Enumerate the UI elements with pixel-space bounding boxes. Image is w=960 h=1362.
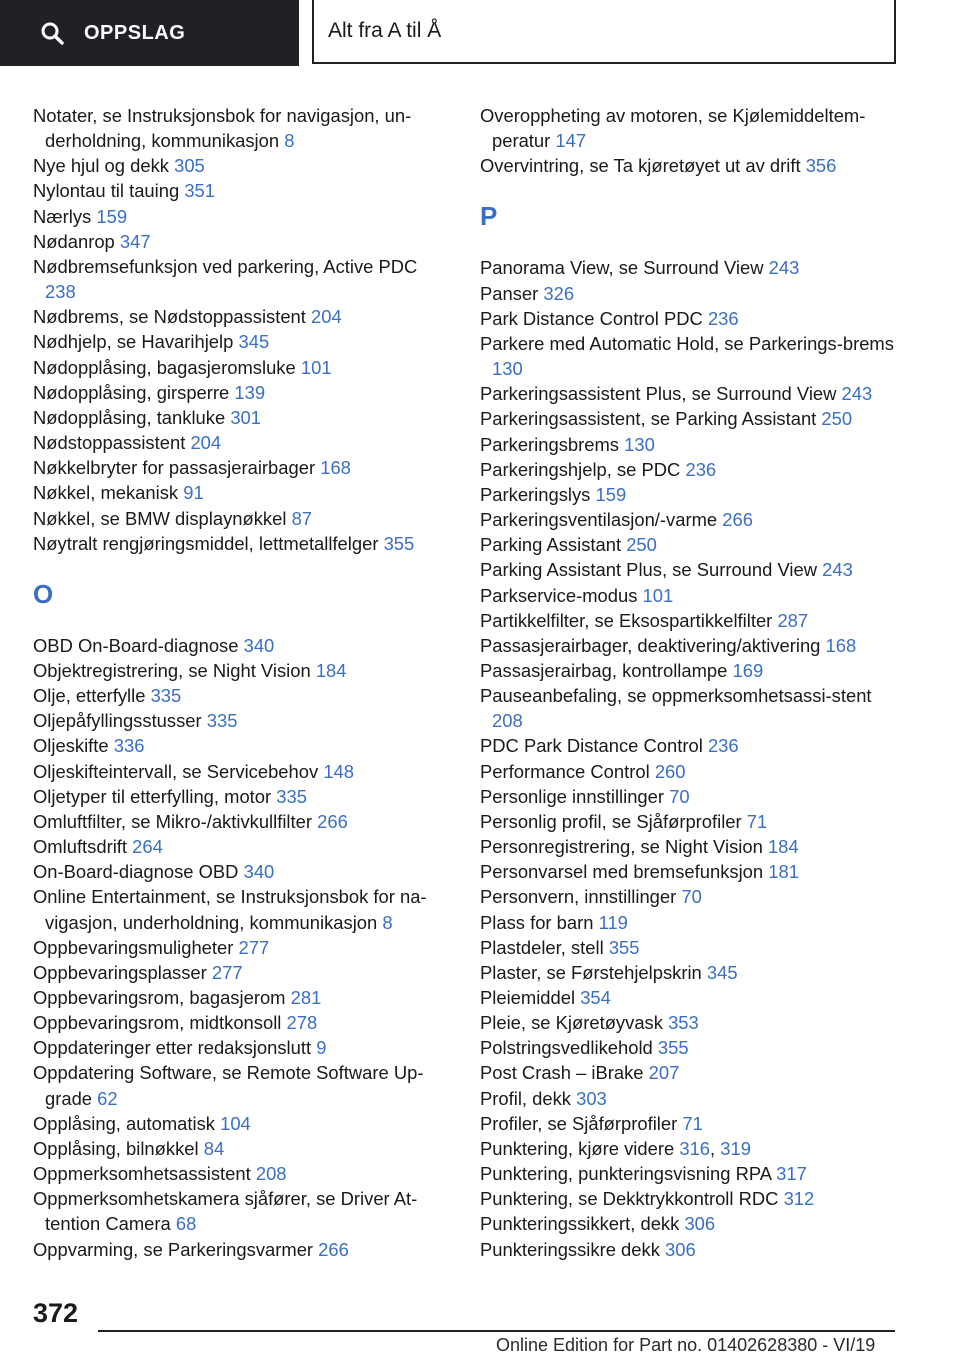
index-entry [33,531,453,556]
page-reference-link[interactable]: 101 [300,356,332,378]
page-reference-link[interactable]: 345 [706,961,738,983]
index-entry [480,733,900,758]
index-entry [480,1086,900,1111]
index-entry [33,985,453,1010]
index-entry-term: Parkeringsassistent, se Parking Assistant [480,408,817,430]
index-entry [480,834,900,859]
search-tab-label: OPPSLAG [84,21,186,44]
page-reference-link[interactable]: 335 [206,710,238,732]
index-entry-term: Partikkelfilter, se Eksospartikkelfilter [480,609,773,631]
index-entry-term: Oljeskifte [33,735,109,757]
index-entry [480,1161,900,1186]
section-title-tab[interactable] [312,0,896,64]
page-reference-link[interactable]: 312 [783,1188,815,1210]
page-number: 372 [33,1298,79,1328]
index-entry-term: Punktering, se Dekktrykkontroll RDC [480,1188,779,1210]
index-entry-term: Overoppheting av motoren, se Kjølemiddeltem-peratur [480,105,866,152]
index-entry-term: Nødstoppassistent [33,432,186,454]
index-entry [33,683,453,708]
page-reference-link[interactable]: 277 [238,936,270,958]
page-reference-link[interactable]: 287 [777,609,809,631]
index-entry [33,355,453,380]
index-column-right [480,103,900,1262]
index-entry-term: Oppbevaringsplasser [33,961,207,983]
index-entry-term: Parkeringsbrems [480,433,619,455]
index-entry [480,683,900,733]
index-entry-term: Opplåsing, automatisk [33,1112,215,1134]
page-reference-link[interactable]: 236 [707,307,739,329]
index-entry-term: OBD On-Board-diagnose [33,634,239,656]
page-reference-link[interactable]: 169 [732,659,764,681]
index-entry [33,960,453,985]
page-reference-link[interactable]: 305 [174,155,205,177]
page-reference-link[interactable]: 319 [720,1137,751,1159]
page-reference-link[interactable]: 355 [383,532,415,554]
index-entry [33,153,453,178]
index-entry [33,834,453,859]
index-entry-term: Oppbevaringsrom, midtkonsoll [33,1012,282,1034]
page-reference-link[interactable]: 184 [315,659,347,681]
index-entry-term: Parkeringshjelp, se PDC [480,458,681,480]
page-reference-link[interactable]: 335 [150,685,182,707]
index-entry [480,306,900,331]
index-entry [33,1010,453,1035]
index-entry [480,633,900,658]
index-entry [33,455,453,480]
page-reference-link[interactable]: 130 [624,433,655,455]
page-reference-link[interactable]: 184 [767,836,799,858]
index-entry-term: Nødanrop [33,230,115,252]
index-entry [33,1035,453,1060]
index-entry [33,430,453,455]
page-reference-link[interactable]: 250 [626,534,657,556]
index-entry-term: Profil, dekk [480,1087,571,1109]
page-reference-link[interactable]: 243 [768,257,800,279]
page-reference-link[interactable]: 260 [654,760,686,782]
index-entry [480,960,900,985]
index-entry [33,708,453,733]
index-entry-term: Oljepåfyllingsstusser [33,710,202,732]
page-reference-link[interactable]: 147 [555,130,587,152]
index-entry-term: Personvern, innstillinger [480,886,677,908]
page-reference-link[interactable]: 104 [220,1112,251,1134]
index-entry-term: Pleie, se Kjøretøyvask [480,1012,663,1034]
index-entry-term: On-Board-diagnose OBD [33,861,239,883]
section-title: Alt fra A til Å [328,19,442,42]
index-entry-term: Plastdeler, stell [480,936,604,958]
page-reference-link[interactable]: 204 [311,306,342,328]
index-entry-term: Oppbevaringsrom, bagasjerom [33,987,286,1008]
index-entry-term: Nøytralt rengjøringsmiddel, lettmetallfelger [33,532,379,554]
index-entry-term: Nye hjul og dekk [33,155,169,177]
index-entry [33,304,453,329]
index-entry-term: Overvintring, se Ta kjøretøyet ut av drift [480,155,801,177]
page-reference-link[interactable]: 204 [190,432,222,454]
page-reference-link[interactable]: 236 [707,735,739,757]
index-entry [480,532,900,557]
page-reference-link[interactable]: 243 [822,559,853,581]
footer-edition-text: Online Edition for Part no. 01402628380 - VI/19 [496,1335,876,1355]
page-reference-link[interactable]: 340 [243,861,275,883]
page-reference-link[interactable]: 9 [316,1037,327,1059]
index-entry-term: Nylontau til tauing [33,180,180,202]
index-letter-heading: P [480,201,498,232]
index-entry [33,480,453,505]
index-entry [33,229,453,254]
index-entry [33,633,453,658]
index-entry [480,1060,900,1085]
page-reference-link[interactable]: 159 [96,205,128,227]
page-reference-link[interactable]: 208 [255,1163,287,1185]
index-entry-term: Objektregistrering, se Night Vision [33,659,311,681]
index-entry-term: Passasjerairbager, deaktivering/aktivering [480,634,821,656]
index-entry-term: Nøkkel, se BMW displaynøkkel [33,507,287,529]
index-entry [33,1136,453,1161]
index-entry [33,1060,453,1110]
index-entry-term: Online Entertainment, se Instruksjonsbok for na-vigasjon, underholdning, kommunikasjon [33,886,427,933]
index-entry-term: Opplåsing, bilnøkkel [33,1137,199,1159]
index-entry [480,658,900,683]
page-reference-link[interactable]: 70 [669,785,690,807]
index-entry-term: Parkservice-modus [480,584,638,606]
index-entry [480,281,900,306]
index-entry-term: Oppbevaringsmuligheter [33,936,234,958]
page-reference-link[interactable]: 351 [184,180,216,202]
index-letter-heading: O [33,578,54,609]
index-entry-term: Pleiemiddel [480,987,576,1008]
page-reference-link[interactable]: 303 [576,1087,607,1109]
index-entry-term: Plaster, se Førstehjelpskrin [480,961,702,983]
index-entry-term: Nødhjelp, se Havarihjelp [33,331,234,353]
page-reference-link[interactable]: 148 [323,760,354,782]
index-entry [33,784,453,809]
index-entry-term: Punktering, punkteringsvisning RPA [480,1163,772,1185]
page-reference-link[interactable]: 84 [203,1137,225,1159]
page-reference-link[interactable]: 168 [320,457,351,479]
index-entry [480,859,900,884]
page-reference-link[interactable]: 266 [722,509,753,531]
index-entry [480,608,900,633]
index-entry-term: Oppdateringer etter redaksjonslutt [33,1037,312,1059]
page-reference-link[interactable]: 207 [648,1062,680,1084]
page-reference-link[interactable]: 139 [234,381,266,403]
index-entry-term: Parkeringsventilasjon/-varme [480,509,718,531]
page-reference-link[interactable]: 250 [821,408,853,430]
index-entry [480,1186,900,1211]
page-reference-link[interactable]: 62 [97,1087,118,1109]
index-entry [480,759,900,784]
index-entry-term: Nødbrems, se Nødstoppassistent [33,306,306,328]
index-entry [480,1035,900,1060]
index-entry [480,884,900,909]
page-reference-link[interactable]: 281 [290,987,322,1008]
page-reference-link[interactable]: 356 [805,155,837,177]
index-entry-term: Oppdatering Software, se Remote Software Up-grade [33,1062,424,1109]
page-reference-link[interactable]: 266 [318,1238,349,1260]
index-entry-term: Post Crash – iBrake [480,1062,644,1084]
index-entry-term: Nøkkel, mekanisk [33,482,179,504]
page-reference-link[interactable]: 277 [211,961,243,983]
page-reference-link[interactable]: 181 [768,861,799,883]
index-entry [480,1237,900,1262]
index-entry [480,935,900,960]
index-entry [33,859,453,884]
page-reference-link[interactable]: 336 [113,735,145,757]
page-reference-link[interactable]: 91 [183,482,204,504]
index-entry [480,406,900,431]
index-entry-term: Olje, etterfylle [33,685,146,707]
index-entry [480,583,900,608]
index-entry [33,405,453,430]
index-entry-term: Nødopplåsing, bagasjeromsluke [33,356,296,378]
search-icon [40,21,64,45]
page-reference-link[interactable]: 8 [382,911,393,933]
index-entry-term: Omluftsdrift [33,836,128,858]
page-reference-link[interactable]: 301 [230,406,262,428]
page-reference-link[interactable]: 326 [543,282,575,304]
index-entry-term: Passasjerairbag, kontrollampe [480,659,728,681]
index-entry: Punktering, kjøre videre 316, 319 [480,1137,751,1159]
index-entry [480,255,900,280]
index-entry [480,457,900,482]
page-reference-link[interactable]: 335 [276,785,307,807]
page-reference-link[interactable]: 238 [45,281,76,303]
page-reference-link[interactable]: 168 [825,634,857,656]
page-reference-link[interactable]: 8 [284,130,295,152]
page-reference-link[interactable]: 353 [668,1012,699,1034]
index-entry-term: Performance Control [480,760,650,782]
index-entry-term: Nærlys [33,205,92,227]
index-entry-term: Parkere med Automatic Hold, se Parkerings-brems [480,332,894,354]
page-reference-link[interactable]: 236 [685,458,717,480]
index-entry-term: Personvarsel med bremsefunksjon [480,861,764,883]
page-reference-link[interactable]: 87 [291,507,313,529]
index-entry-term: Pauseanbefaling, se oppmerksomhetsassi-stent [480,685,872,707]
index-entry-term: Oljeskifteintervall, se Servicebehov [33,760,319,782]
page-reference-link[interactable]: 316 [679,1137,711,1159]
index-entry [33,103,453,153]
index-entry-term: Personlig profil, se Sjåførprofiler [480,810,742,832]
index-entry-term: Oppmerksomhetskamera sjåfører, se Driver At-tention Camera [33,1188,418,1235]
index-entry [480,910,900,935]
index-entry-term: Punktering, kjøre videre [480,1137,675,1159]
page-reference-link[interactable]: 68 [175,1213,197,1235]
index-entry [480,1111,900,1136]
page-reference-link[interactable]: 70 [681,886,702,908]
page-reference-link[interactable]: 71 [682,1112,703,1134]
index-entry-term: Oljetyper til etterfylling, motor [33,785,272,807]
index-column-left [33,103,453,1262]
index-entry [480,507,900,532]
page-reference-link[interactable]: 355 [608,936,640,958]
page-header [0,0,960,66]
index-entry-term: Personregistrering, se Night Vision [480,836,763,858]
index-entry-term: Parkeringsassistent Plus, se Surround View [480,383,837,405]
index-entry [33,329,453,354]
index-entry [33,935,453,960]
index-entry [33,506,453,531]
page-reference-link[interactable]: 159 [595,483,627,505]
page-reference-link[interactable]: 208 [492,710,523,732]
index-entry-term: Panorama View, se Surround View [480,257,764,279]
index-entry [33,380,453,405]
index-entry-term: Nødopplåsing, tankluke [33,406,226,428]
index-entry-term: Omluftfilter, se Mikro-/aktivkullfilter [33,810,312,832]
page-reference-link[interactable]: 278 [286,1012,318,1034]
index-entry [480,1211,900,1236]
page-reference-link[interactable]: 340 [243,634,275,656]
page-reference-link[interactable]: 355 [657,1037,689,1059]
page-reference-link[interactable]: 317 [776,1163,807,1185]
page-reference-link[interactable]: 119 [598,911,628,933]
index-entry [480,784,900,809]
page-reference-link[interactable]: 243 [841,383,873,405]
index-entry-term: Nødbremsefunksjon ved parkering, Active PDC [33,255,418,277]
index-entry-term: Oppmerksomhetsassistent [33,1163,251,1185]
page-reference-link[interactable]: 130 [492,358,523,380]
index-entry-term: Punkteringssikkert, dekk [480,1213,680,1235]
index-entry-term: Plass for barn [480,911,594,933]
index-entry [33,1161,453,1186]
search-tab[interactable] [0,0,299,66]
index-entry-term: Parking Assistant [480,534,622,556]
page-reference-link[interactable]: 266 [317,810,348,832]
index-entry [33,759,453,784]
index-entry-term: Polstringsvedlikehold [480,1037,653,1059]
index-entry [33,204,453,229]
page-reference-link[interactable]: 264 [132,836,163,858]
page-reference-link[interactable]: 306 [684,1213,716,1235]
page-reference-link[interactable]: 101 [642,584,674,606]
index-entry [480,432,900,457]
index-entry [33,254,453,304]
index-entry-term: Panser [480,282,539,304]
page-reference-link[interactable]: 354 [580,987,611,1008]
index-entry [33,178,453,203]
index-entry-term: Personlige innstillinger [480,785,665,807]
footer-divider [98,1330,895,1332]
index-entry-term: Nødopplåsing, girsperre [33,381,230,403]
index-entry-term: Parking Assistant Plus, se Surround View [480,559,817,581]
index-entry-term: Profiler, se Sjåførprofiler [480,1112,678,1134]
index-entry [480,1010,900,1035]
index-entry-term: Oppvarming, se Parkeringsvarmer [33,1238,314,1260]
index-entry [480,809,900,834]
index-entry [33,809,453,834]
index-entry [480,153,900,178]
index-entry-term: Park Distance Control PDC [480,307,703,329]
index-entry [480,557,900,582]
index-entry [480,331,900,381]
index-entry-term: Punkteringssikre dekk [480,1238,660,1260]
index-entry [480,985,900,1010]
index-entry [480,381,900,406]
index-entry-term: PDC Park Distance Control [480,735,703,757]
index-entry [33,658,453,683]
page-reference-link[interactable]: 71 [746,810,768,832]
index-entry-term: Nøkkelbryter for passasjerairbager [33,457,316,479]
page-reference-link[interactable]: 306 [665,1238,696,1260]
index-entry [480,482,900,507]
page-reference-link[interactable]: 347 [119,230,151,252]
index-entry [33,733,453,758]
index-entry [480,103,900,153]
index-entry [33,1111,453,1136]
index-entry-term: Parkeringslys [480,483,591,505]
index-entry [33,884,453,934]
index-entry [33,1237,453,1262]
index-entry-term: Notater, se Instruksjonsbok for navigasjon, un-derholdning, kommunikasjon [33,105,412,152]
index-entry [33,1186,453,1236]
page-reference-link[interactable]: 345 [238,331,270,353]
